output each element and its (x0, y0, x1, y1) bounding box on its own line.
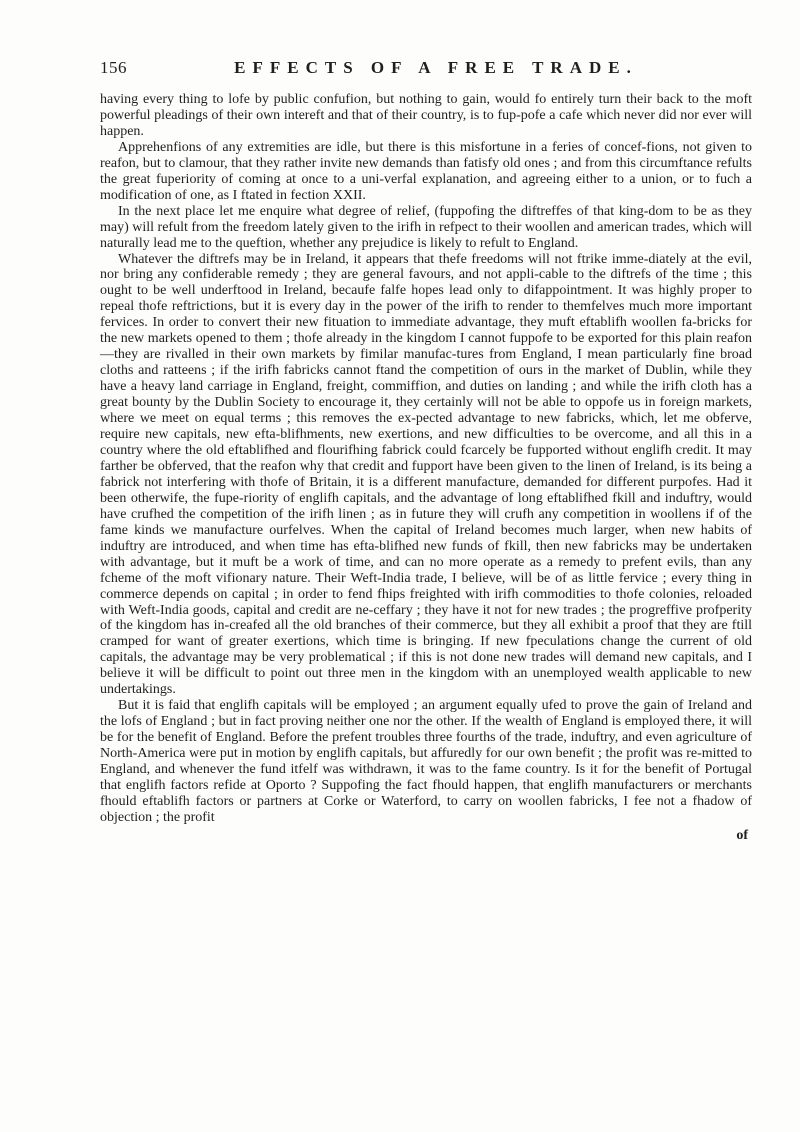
paragraph: But it is faid that englifh capitals will be employed ; an argument equally ufed to prove the gain of Ireland and the lofs of England ; but in fact proving neither one nor the other. If the wealth of England is employed there, it will be for the benefit of England. Before the prefent troubles three fourths of the trade, induftry, and even agriculture of North-America were put in motion by englifh capitals, but affuredly for our own benefit ; the profit was re-mitted to England, and whenever the fund itfelf was withdrawn, it was to the fame country. Is it for the benefit of Portugal that englifh factors refide at Oporto ? Suppofing the fact fhould happen, that englifh manufacturers or merchants fhould eftablifh factors or partners at Corke or Waterford, to carry on woollen fabricks, I fee not a fhadow of objection ; the profit (100, 698, 752, 825)
running-title: EFFECTS OF A FREE TRADE. (234, 58, 638, 77)
paragraph: Apprehenfions of any extremities are idle, but there is this misfortune in a feries of concef-fions, not given to reafon, but to clamour, that they rather invite new demands than fatisfy old ones ; and from this circumftance refults the great fuperiority of coming at once to a uni-verfal explanation, and agreeing either to a union, or to fuch a modification of one, as I ftated in fection XXII. (100, 139, 752, 203)
paragraph: having every thing to lofe by public confufion, but nothing to gain, would fo entirely turn their back to the moft powerful pleadings of their own intereft and that of their country, is to fup-pofe a cafe which never did nor ever will happen. (100, 92, 752, 139)
page-header (100, 58, 752, 84)
paragraph: In the next place let me enquire what degree of relief, (fuppofing the diftreffes of that king-dom to be as they may) will refult from the freedom lately given to the irifh in refpect to their woollen and american trades, which will naturally lead me to the queftion, whether any prejudice is likely to refult to England. (100, 203, 752, 251)
body-text (100, 92, 752, 826)
page-number: 156 (100, 58, 127, 77)
catchword: of (736, 827, 748, 843)
paragraph: Whatever the diftrefs may be in Ireland, it appears that thefe freedoms will not ftrike imme-diately at the evil, nor bring any confiderable remedy ; they are general favours, and not appli-cable to the diftrefs of the time ; this ought to be well underftood in Ireland, becaufe falfe hopes lead only to difappointment. It was highly proper to repeal thofe reftrictions, but it is every day in the power of the irifh to render to themfelves much more important fervices. In order to convert their new fituation to immediate advantage, they muft eftablifh woollen fa-bricks for the new markets opened to them ; thofe already in the kingdom I cannot fuppofe to be exported for this plain reafon—they are rivalled in their own markets by fimilar manufac-tures from England, I mean particularly fine broad cloths and ratteens ; if the irifh fabricks cannot ftand the competition of ours in the market of Dublin, while they have a heavy land carriage in England, freight, commiffion, and duties on landing ; and while the irifh cloth has a great bounty by the Dublin Society to encourage it, they certainly will not be able to oppofe us in foreign markets, where we meet on equal terms ; this removes the ex-pected advantage to new fabricks, which, let me obferve, require new capitals, new efta-blifhments, new exertions, and new difficulties to be overcome, and all this in a country where the old eftablifhed and flourifhing fabrick could fcarcely be fupported without englifh credit. It may farther be obferved, that the reafon why that credit and fupport have been given to the linen of Ireland, is its being a fabrick not interfering with thofe of Britain, it is a different manufacture, demanded for different purpofes. Had it been otherwife, the fupe-riority of englifh capitals, and the advantage of long eftablifhed fkill and induftry, would have crufhed the competition of the irifh linen ; as in future they will crufh any competition in woollens if of the fame kinds we manufacture ourfelves. When the capital of Ireland becomes much larger, when new habits of induftry are introduced, and when time has efta-blifhed new funds of fkill, then new fabricks may be undertaken with advantage, but it muft be a work of time, and can no more operate as a remedy to prefent evils, than any fcheme of the moft vifionary nature. Their Weft-India trade, I believe, will be of as little fervice ; every thing in commerce depends on capital ; in order to fend fhips freighted with irifh commodities to thofe colonies, reloaded with Weft-India goods, capital and credit are ne-ceffary ; they have it not for new trades ; the progreffive profperity of the kingdom has in-creafed all the old branches of their commerce, but they all exhibit a proof that they are ftill cramped for want of greater exertions, which time is bringing. If new fpeculations change the current of old capitals, the advantage may be very problematical ; if this is not done new trades will demand new capitals, and I believe it will be difficult to point out three men in the kingdom with an unemployed wealth applicable to new undertakings. (100, 251, 752, 698)
